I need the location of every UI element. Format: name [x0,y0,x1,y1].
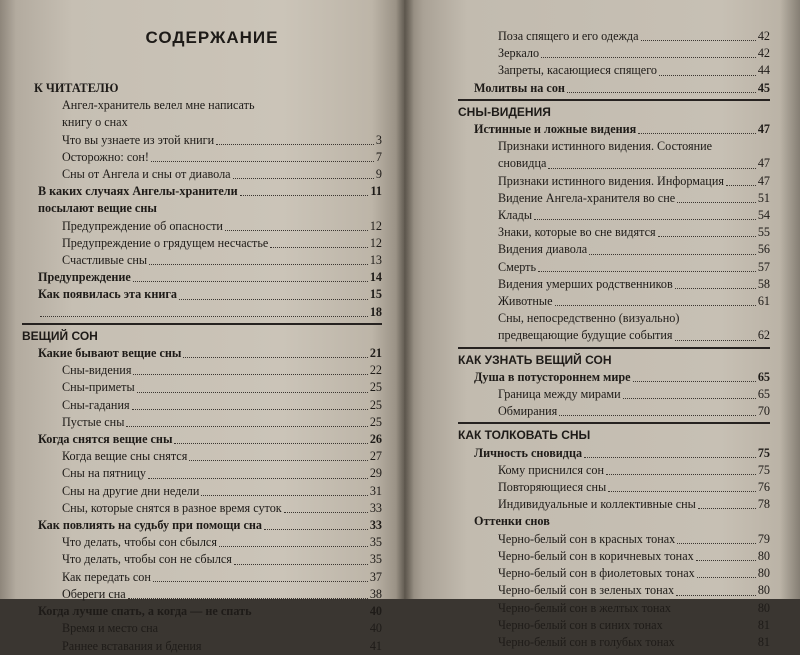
section-rule [458,422,770,424]
toc-entry [458,634,770,651]
toc-page-number: 12 [369,235,382,250]
dot-leader [623,398,756,399]
toc-entry-title: Обереги сна [62,586,126,601]
toc-entry-title: Счастливые сны [62,253,148,268]
dot-leader [697,577,756,578]
toc-entry-title: Черно-белый сон в красных тонах [498,531,676,546]
toc-page-number: 47 [757,173,770,188]
toc-page-number: 78 [757,497,770,512]
toc-entry [22,304,382,321]
toc-entry-title: Черно-белый сон в голубых тонах [498,634,675,649]
dot-leader [133,281,368,282]
toc-entry [22,586,382,603]
toc-page-number: 7 [375,149,382,164]
toc-entry [458,62,770,79]
toc-entry [22,483,382,500]
dot-leader [559,415,756,416]
toc-entry [458,531,770,548]
dot-leader [555,305,756,306]
toc-entry-title: Черно-белый сон в фиолетовых тонах [498,566,695,581]
toc-page-number: 11 [370,184,382,199]
toc-page-number: 33 [369,518,382,533]
dot-leader [548,168,755,169]
dot-leader [179,299,368,300]
toc-entry-title: Пустые сны [62,414,125,429]
toc-entry [22,97,382,114]
toc-page-number: 38 [369,586,382,601]
toc-entry-title: Когда вещие сны снятся [62,449,188,464]
section-rule [458,99,770,101]
toc-entry [458,138,770,155]
toc-entry [22,362,382,379]
toc-entry-title: Поза спящего и его одежда [498,29,639,43]
toc-page-number: 37 [369,569,382,584]
toc-entry [458,479,770,496]
toc-entry [22,569,382,586]
dot-leader [160,633,368,634]
section-rule [22,323,382,325]
toc-entry [458,462,770,479]
toc-page-number: 41 [369,638,382,653]
toc-page-number: 42 [757,29,770,43]
toc-entry [22,397,382,414]
dot-leader [137,392,368,393]
dot-leader [675,340,756,341]
toc-page-number: 13 [369,253,382,268]
toc-entry [458,224,770,241]
toc-entry-title: Черно-белый сон в коричневых тонах [498,548,694,563]
toc-page-number: 56 [757,242,770,257]
toc-page-number: 33 [369,500,382,515]
toc-entry-title: Животные [498,294,553,309]
toc-entry [458,600,770,617]
toc-entry-title: В каких случаях Ангелы-хранители [38,184,238,199]
toc-section-heading [458,352,770,369]
toc-entry [458,173,770,190]
dot-leader [673,612,756,613]
toc-page-number: 40 [369,604,382,619]
toc-entry [22,603,382,620]
toc-entry-title: Оттенки снов [474,514,550,529]
toc-entry-title: Сны на другие дни недели [62,483,200,498]
toc-page-number: 47 [757,156,770,171]
toc-entry-title: Что вы узнаете из этой книги [62,132,215,147]
dot-leader [149,264,368,265]
toc-entry-title: Время и место сна [62,621,159,636]
dot-leader [608,491,756,492]
toc-entry [22,166,382,183]
toc-entry-title: Видения умерших родственников [498,276,673,291]
dot-leader [40,316,368,317]
toc-entry [22,620,382,637]
page-title: СОДЕРЖАНИЕ [145,28,279,47]
toc-entry-title: Как передать сон [62,569,151,584]
toc-page-number: 80 [757,566,770,581]
dot-leader [225,230,368,231]
toc-entry-title: Черно-белый сон в зеленых тонах [498,583,675,598]
toc-entry [22,414,382,431]
toc-entry [458,548,770,565]
toc-page-number: 42 [757,46,770,61]
toc-entry [458,190,770,207]
toc-page-number: 35 [369,552,382,567]
toc-entry-title: Что делать, чтобы сон не сбылся [62,552,232,567]
dot-leader [589,254,756,255]
toc-entry-title: КАК УЗНАТЬ ВЕЩИЙ СОН [458,352,612,367]
toc-entry [22,269,382,286]
dot-leader [698,508,756,509]
toc-entry-title: Предупреждение о грядущем несчастье [62,235,269,250]
dot-leader [189,460,367,461]
dot-leader [153,581,368,582]
toc-entry-title: Когда лучше спать, а когда — не спать [38,604,252,619]
toc-entry-title: Знаки, которые во сне видятся [498,225,656,240]
toc-entry [22,448,382,465]
toc-entry [458,45,770,62]
toc-entry-title: Как повлиять на судьбу при помощи сна [38,518,262,533]
toc-entry [458,386,770,403]
toc-entry [458,403,770,420]
toc-list-right [418,0,770,651]
toc-page-number: 12 [369,218,382,233]
toc-entry-title: Истинные и ложные видения [474,122,637,137]
toc-entry-title: Видения диавола [498,242,588,257]
toc-entry-title: Предупреждение об опасности [62,218,223,233]
toc-entry [458,28,770,45]
dot-leader [606,474,756,475]
toc-page-number: 51 [757,190,770,205]
toc-page-number: 81 [757,617,770,632]
toc-entry-title: Черно-белый сон в желтых тонах [498,600,671,615]
toc-page-number: 81 [757,634,770,649]
toc-entry-title: Осторожно: сон! [62,149,149,164]
toc-entry-title: книгу о снах [62,115,128,130]
toc-entry-title: Предупреждение [38,270,131,285]
toc-page-number: 80 [757,548,770,563]
dot-leader [677,202,756,203]
toc-section-heading [458,427,770,444]
toc-page-number: 62 [757,328,770,343]
toc-page-number: 25 [369,380,382,395]
section-rule [458,347,770,349]
toc-entry-title: Сны-приметы [62,380,135,395]
toc-page-number: 47 [757,122,770,137]
toc-entry-title: Когда снятся вещие сны [38,432,173,447]
toc-page-number: 54 [757,208,770,223]
toc-entry-title: посылают вещие сны [38,201,157,216]
toc-entry [458,293,770,310]
dot-leader [234,564,368,565]
toc-entry [458,565,770,582]
toc-entry-title: Черно-белый сон в синих тонах [498,617,663,632]
dot-leader [264,529,368,530]
toc-entry [458,241,770,258]
toc-entry [22,183,382,200]
toc-entry [22,465,382,482]
toc-entry [458,582,770,599]
toc-page-number: 57 [757,259,770,274]
toc-entry [22,200,382,217]
toc-page-number: 70 [757,404,770,419]
toc-page-number: 75 [757,445,770,460]
dot-leader [148,478,368,479]
toc-entry-title: Зеркало [498,46,540,61]
toc-entry [22,235,382,252]
dot-leader [270,247,367,248]
dot-leader [216,144,374,145]
dot-leader [567,92,756,93]
toc-entry [22,80,382,97]
toc-entry-title: сновидца [498,156,547,171]
right-page [404,0,800,649]
toc-entry [22,551,382,568]
dot-leader [538,271,756,272]
toc-entry-title: Раннее вставания и бдения [62,638,202,653]
toc-list-left [22,80,382,655]
dot-leader [233,178,374,179]
dot-leader [240,195,369,196]
toc-page-number: 65 [757,387,770,402]
toc-entry [458,617,770,634]
toc-entry [458,121,770,138]
dot-leader [659,75,756,76]
dot-leader [183,357,367,358]
toc-entry-title: ВЕЩИЙ СОН [22,328,98,343]
toc-entry [458,207,770,224]
dot-leader [658,236,756,237]
toc-page-number: 35 [369,535,382,550]
dot-leader [254,615,368,616]
dot-leader [638,133,756,134]
toc-entry [22,345,382,362]
toc-entry-title: Смерть [498,259,537,274]
toc-entry-title: Индивидуальные и коллективные сны [498,497,696,512]
page-edge-shadow [780,0,800,599]
dot-leader [633,381,756,382]
toc-page-number: 27 [369,449,382,464]
toc-entry-title: Молитвы на сон [474,80,565,95]
dot-leader [219,546,368,547]
toc-entry [458,80,770,97]
dot-leader [201,495,367,496]
toc-entry-title: Ангел-хранитель велел мне написать [62,98,255,113]
toc-page-number: 18 [369,304,382,319]
toc-page-number: 58 [757,276,770,291]
toc-page-number: 29 [369,466,382,481]
dot-leader [541,57,756,58]
toc-entry [458,310,770,327]
toc-page-number: 61 [757,294,770,309]
dot-leader [677,646,756,647]
toc-page-number: 26 [369,432,382,447]
toc-page-number: 9 [375,167,382,182]
toc-entry-title: Душа в потустороннем мире [474,369,631,384]
dot-leader [677,543,756,544]
toc-page-number: 25 [369,397,382,412]
toc-page-number: 15 [369,287,382,302]
toc-entry-title: Сны-видения [62,363,132,378]
toc-entry [458,276,770,293]
toc-page-number: 79 [757,531,770,546]
toc-entry-title: Сны от Ангела и сны от диавола [62,167,231,182]
toc-entry-title: Сны, которые снятся в разное время суток [62,500,282,515]
toc-section-heading [22,328,382,345]
toc-entry [22,379,382,396]
dot-leader [126,426,367,427]
toc-page-number: 44 [757,63,770,78]
toc-entry-title: Какие бывают вещие сны [38,346,182,361]
toc-page-number: 65 [757,369,770,384]
toc-page-number: 80 [757,583,770,598]
toc-entry-title: предвещающие будущие события [498,328,673,343]
toc-entry-title: Сны на пятницу [62,466,146,481]
toc-entry [22,500,382,517]
toc-entry [22,218,382,235]
toc-entry [22,149,382,166]
toc-entry-title: Сны-гадания [62,397,130,412]
dot-leader [675,288,756,289]
toc-entry-title: Обмирания [498,404,558,419]
toc-entry-title: КАК ТОЛКОВАТЬ СНЫ [458,428,591,443]
toc-entry-title: Запреты, касающиеся спящего [498,63,658,78]
toc-entry-title: Что делать, чтобы сон сбылся [62,535,217,550]
toc-entry-title: Видение Ангела-хранителя во сне [498,190,676,205]
dot-leader [133,374,367,375]
dot-leader [665,629,756,630]
dot-leader [151,161,374,162]
toc-entry [22,638,382,655]
toc-page-number: 76 [757,480,770,495]
dot-leader [132,409,368,410]
toc-entry-title: Кому приснился сон [498,462,604,477]
toc-entry-title: Сны, непосредственно (визуально) [498,311,680,326]
toc-page-number: 14 [369,270,382,285]
toc-entry-title: СНЫ-ВИДЕНИЯ [458,104,551,119]
toc-entry [22,132,382,149]
toc-page-number: 22 [369,363,382,378]
toc-entry [458,496,770,513]
dot-leader [696,560,756,561]
toc-entry [22,534,382,551]
dot-leader [641,40,756,41]
toc-entry-title: Признаки истинного видения. Информация [498,173,724,188]
dot-leader [204,650,368,651]
dot-leader [676,595,756,596]
toc-page-number: 3 [375,132,382,147]
toc-entry [458,369,770,386]
toc-section-heading [458,104,770,121]
toc-entry-title: Граница между мирами [498,387,621,402]
dot-leader [174,443,367,444]
toc-entry-title: Клады [498,208,533,223]
toc-page-number: 55 [757,225,770,240]
toc-entry [458,259,770,276]
toc-entry-title: Признаки истинного видения. Состояние [498,139,713,154]
dot-leader [128,598,368,599]
toc-entry [458,445,770,462]
dot-leader [284,512,368,513]
toc-page-number: 45 [757,80,770,95]
toc-entry [22,431,382,448]
toc-entry-title: К ЧИТАТЕЛЮ [34,81,119,95]
toc-page-number: 25 [369,414,382,429]
toc-entry [458,513,770,530]
toc-page-number: 40 [369,621,382,636]
toc-entry-title: Как появилась эта книга [38,287,177,302]
book-gutter [396,0,414,599]
toc-entry [22,517,382,534]
toc-page-number: 80 [757,600,770,615]
toc-page-number: 75 [757,462,770,477]
toc-entry [22,286,382,303]
dot-leader [584,457,756,458]
toc-entry [22,252,382,269]
toc-entry-title: Личность сновидца [474,445,583,460]
toc-page-number: 31 [369,483,382,498]
toc-page-number: 21 [369,346,382,361]
toc-entry [458,155,770,172]
toc-entry [22,114,382,131]
dot-leader [726,185,756,186]
dot-leader [534,219,756,220]
toc-entry [458,327,770,344]
toc-entry-title: Повторяющиеся сны [498,480,607,495]
